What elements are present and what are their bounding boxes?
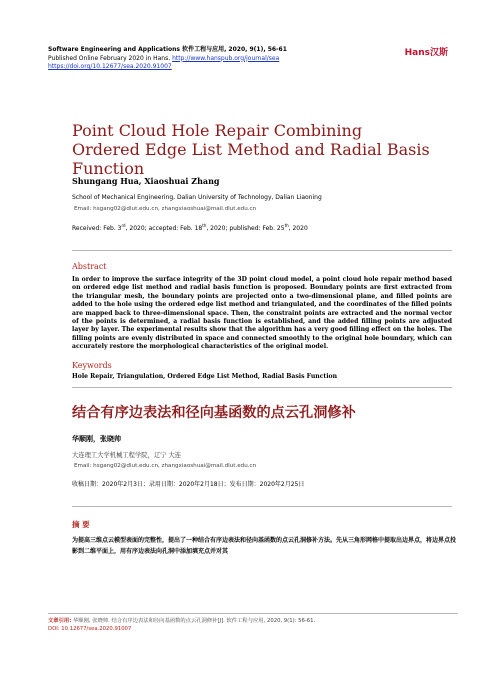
abstract-heading: Abstract <box>72 262 107 271</box>
abstract-text: In order to improve the surface integrity of the 3D point cloud model, a point cloud hole repair method based on ordered edge list method and radial basis function is proposed. Boundary points are first extracted from the triangular mesh, the boundary points are projected onto a two-dimensional plane, and filled points are added to the hole using the ordered edge list method and triangulated, and the coordinates of the filled points are mapped back to three-dimensional space. Then, the constraint points are extracted and the normal vector of the points is determined, a radial basis function is established, and the added filling points are adjusted layer by layer. The experimental results show that the algorithm has a very good filling effect on the holes. The filling points are evenly distributed in space and connected smoothly to the original hole boundary, which can accurately restore the morphological characteristics of the original model. <box>72 276 452 351</box>
citation-block <box>48 618 458 633</box>
keywords-heading: Keywords <box>72 361 112 370</box>
hans-logo: Hans汉斯 <box>404 48 448 58</box>
divider <box>72 506 452 507</box>
journal-url-link[interactable]: http://www.hanspub.org/journal/sea <box>172 54 280 62</box>
chinese-authors: 华顺刚，张晓帅 <box>72 435 121 443</box>
published-line: Published Online February 2020 in Hans. <box>48 54 171 62</box>
english-dates <box>72 223 308 232</box>
chinese-title: 结合有序边表法和径向基函数的点云孔洞修补 <box>72 405 356 421</box>
chinese-abstract-heading: 摘 要 <box>72 520 90 529</box>
keywords-text: Hole Repair, Triangulation, Ordered Edge List Method, Radial Basis Function <box>72 373 338 380</box>
published-date: , 2020; published: Feb. 25 <box>206 225 285 232</box>
doi-link[interactable]: https://doi.org/10.12677/sea.2020.91007 <box>48 63 172 71</box>
journal-line: Software Engineering and Applications 软件工程与应用, 2020, 9(1), 56-61 <box>48 46 287 53</box>
journal-header <box>48 46 348 72</box>
divider <box>72 250 452 251</box>
accepted-suffix: th <box>202 223 207 228</box>
english-authors: Shungang Hua, Xiaoshuai Zhang <box>72 176 220 186</box>
chinese-abstract-text: 为提高三维点云模型表面的完整性，提出了一种结合有序边表法和径向基函数的点云孔洞修补方法。先从三角形网格中提取出边界点，将边界点投影到二维平面上，用有序边表法向孔洞中添加填充点并对其 <box>72 537 457 555</box>
chinese-dates: 收稿日期：2020年2月3日；录用日期：2020年2月18日；发布日期：2020年2月25日 <box>72 481 305 488</box>
citation-label: 文章引用: <box>48 618 72 624</box>
citation-text: 华顺刚, 张晓帅. 结合有序边表法和径向基函数的点云孔洞修补[J]. 软件工程与应用, 2020, 9(1): 56-61. <box>71 618 316 624</box>
english-title: Point Cloud Hole Repair Combining Ordered Edge List Method and Radial Basis Function <box>72 121 430 178</box>
received-date: Received: Feb. 3 <box>72 225 122 232</box>
footer-divider <box>48 613 458 614</box>
chinese-email: Email: hsgang02@dlut.edu.cn, zhangxiaoshuai@mail.dlut.edu.cn <box>74 463 257 469</box>
english-affiliation: School of Mechanical Engineering, Dalian University of Technology, Dalian Liaoning <box>72 194 322 201</box>
divider <box>72 387 452 388</box>
published-suffix: th <box>284 223 289 228</box>
dates-tail: , 2020 <box>288 225 308 232</box>
citation-doi: DOI: 10.12677/sea.2020.91007 <box>48 625 132 632</box>
received-suffix: rd <box>121 223 126 228</box>
english-email: Email: hsgang02@dlut.edu.cn, zhangxiaoshuai@mail.dlut.edu.cn <box>74 206 257 212</box>
chinese-affiliation: 大连理工大学机械工程学院，辽宁 大连 <box>72 452 182 459</box>
accepted-date: , 2020; accepted: Feb. 18 <box>125 225 203 232</box>
